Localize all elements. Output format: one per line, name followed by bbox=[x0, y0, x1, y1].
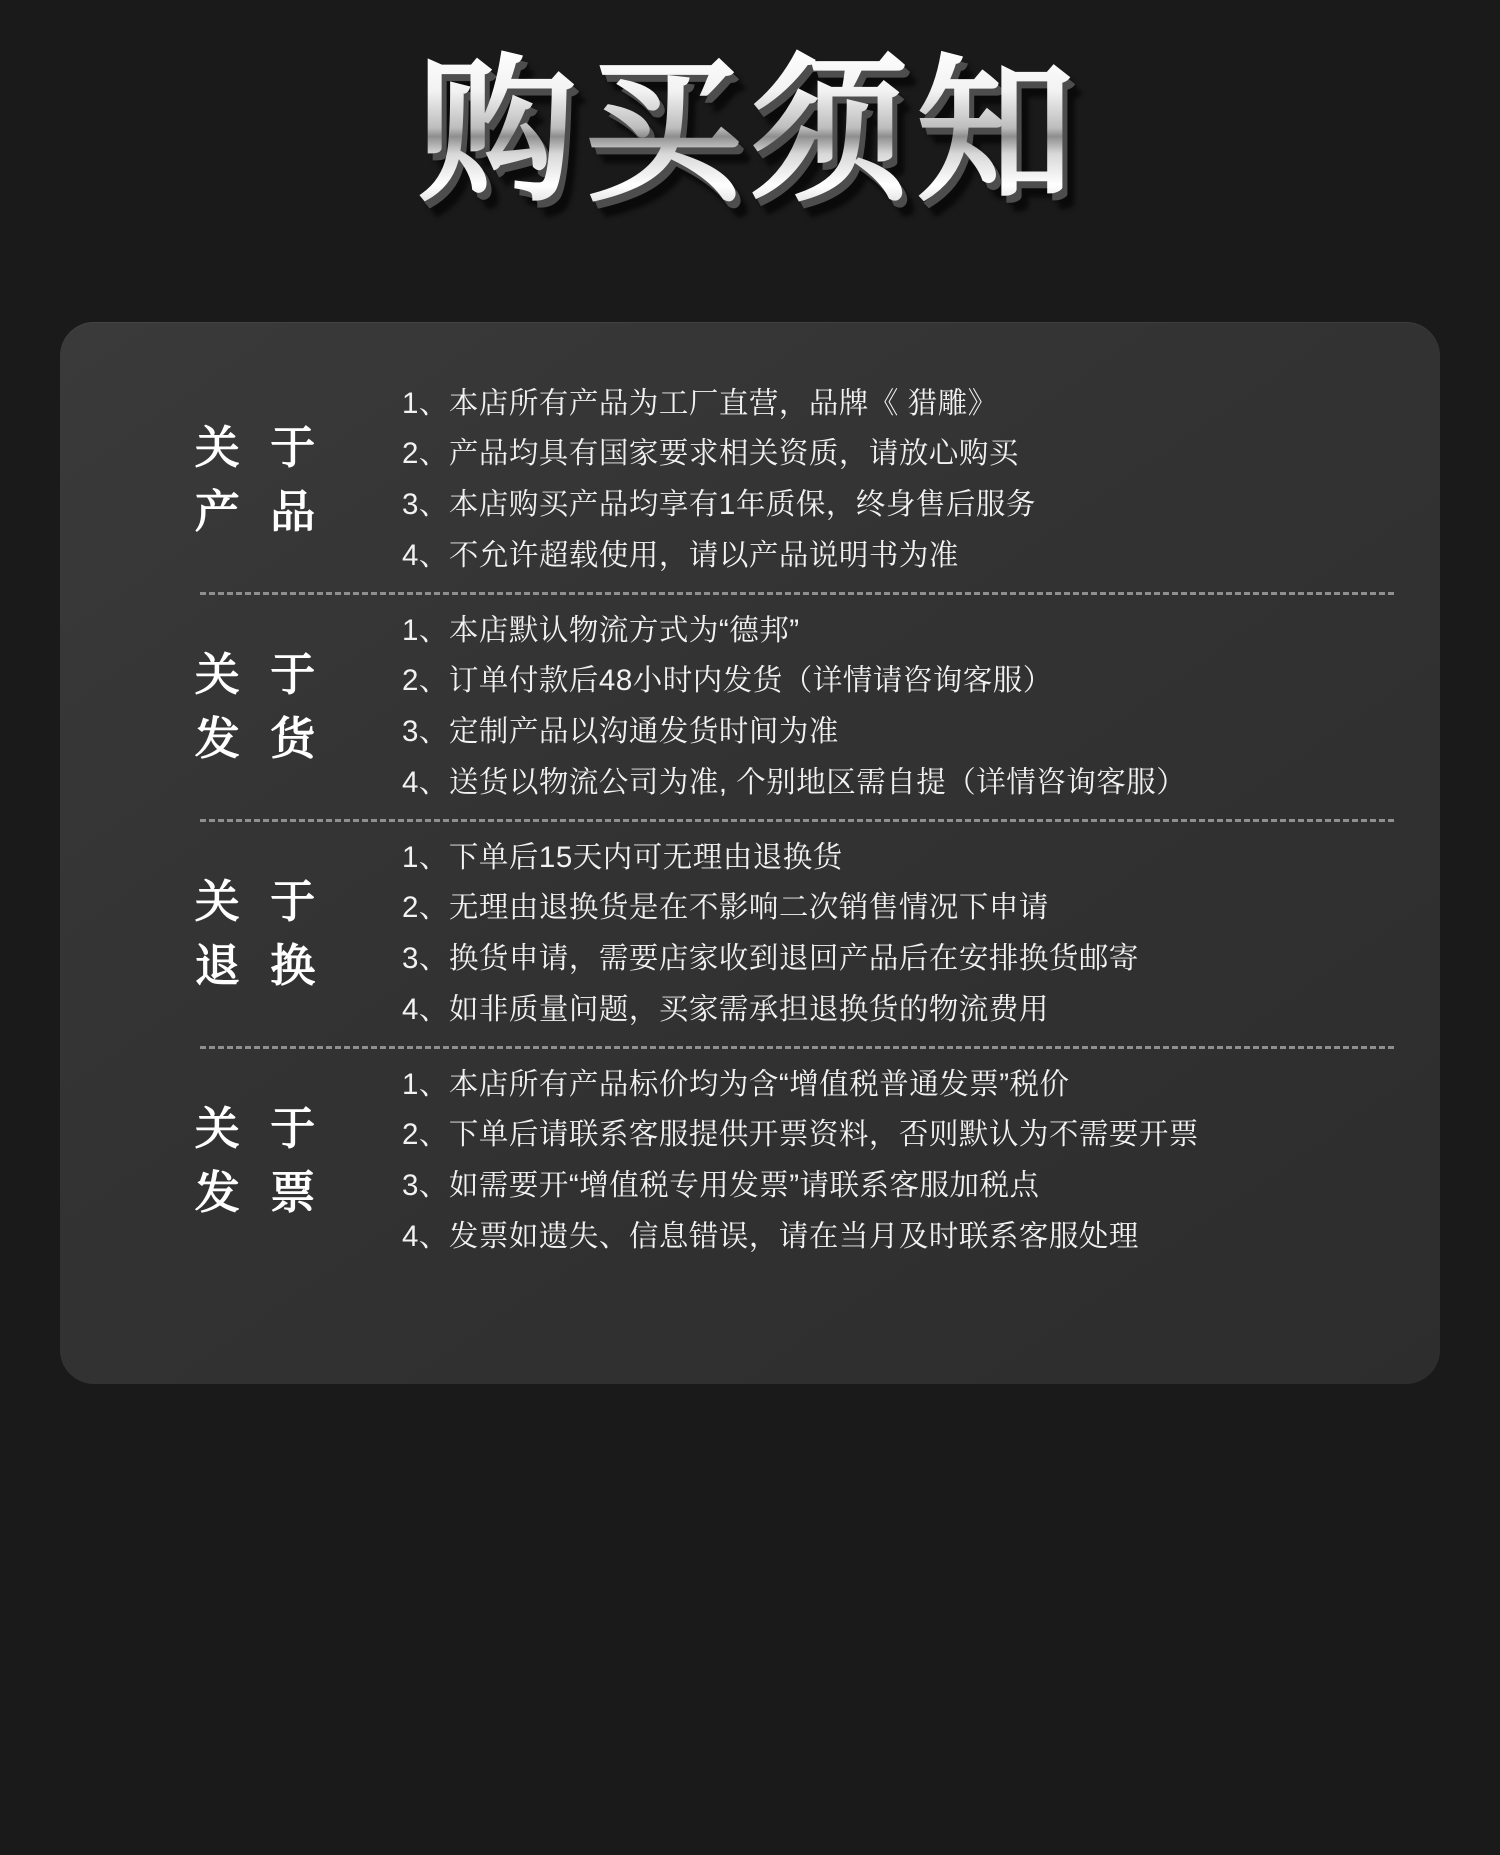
section-items-returns bbox=[350, 833, 1400, 1036]
page-header bbox=[0, 0, 1500, 220]
list-item: 3、本店购买产品均享有1年质保，终身售后服务 bbox=[402, 488, 1036, 521]
section-label-shipping bbox=[100, 643, 350, 771]
list-item: 3、换货申请，需要店家收到退回产品后在安排换货邮寄 bbox=[402, 942, 1139, 975]
list-item: 2、订单付款后48小时内发货（详情请咨询客服） bbox=[402, 664, 1053, 698]
list-item: 3、如需要开“增值税专用发票”请联系客服加税点 bbox=[402, 1169, 1040, 1202]
page-title: 购买须知 bbox=[418, 44, 1082, 220]
section-label-invoice bbox=[100, 1097, 350, 1225]
section-label-line2: 发 票 bbox=[194, 1167, 325, 1218]
section-invoice bbox=[100, 1055, 1400, 1267]
section-items-invoice bbox=[350, 1060, 1400, 1263]
list-item: 2、无理由退换货是在不影响二次销售情况下申请 bbox=[402, 891, 1049, 925]
section-divider bbox=[200, 592, 1394, 595]
section-label-product bbox=[100, 416, 350, 544]
list-item: 4、如非质量问题，买家需承担退换货的物流费用 bbox=[402, 992, 1049, 1026]
section-label-line2: 产 品 bbox=[194, 486, 325, 537]
list-item: 4、不允许超载使用，请以产品说明书为准 bbox=[402, 538, 959, 572]
list-item: 4、发票如遗失、信息错误，请在当月及时联系客服处理 bbox=[402, 1219, 1139, 1253]
section-label-line1: 关 于 bbox=[194, 876, 325, 928]
section-returns bbox=[100, 828, 1400, 1040]
list-item: 2、产品均具有国家要求相关资质，请放心购买 bbox=[402, 437, 1019, 471]
list-item: 1、本店所有产品标价均为含“增值税普通发票”税价 bbox=[402, 1067, 1070, 1101]
section-label-line2: 发 货 bbox=[194, 713, 325, 764]
list-item: 2、下单后请联系客服提供开票资料，否则默认为不需要开票 bbox=[402, 1118, 1199, 1152]
section-label-line1: 关 于 bbox=[194, 649, 325, 701]
list-item: 1、下单后15天内可无理由退换货 bbox=[402, 840, 843, 874]
section-shipping bbox=[100, 601, 1400, 813]
list-item: 3、定制产品以沟通发货时间为准 bbox=[402, 715, 839, 748]
section-label-returns bbox=[100, 870, 350, 998]
section-divider bbox=[200, 1046, 1394, 1049]
section-divider bbox=[200, 819, 1394, 822]
section-label-line2: 退 换 bbox=[194, 940, 325, 991]
section-items-shipping bbox=[350, 606, 1400, 809]
section-label-line1: 关 于 bbox=[194, 422, 325, 474]
section-items-product bbox=[350, 379, 1400, 582]
list-item: 1、本店默认物流方式为“德邦” bbox=[402, 613, 800, 647]
list-item: 4、送货以物流公司为准, 个别地区需自提（详情咨询客服） bbox=[402, 765, 1187, 799]
list-item: 1、本店所有产品为工厂直营，品牌《 猎雕》 bbox=[402, 386, 998, 420]
notice-card bbox=[60, 322, 1440, 1384]
section-label-line1: 关 于 bbox=[194, 1103, 325, 1155]
section-product bbox=[100, 374, 1400, 586]
